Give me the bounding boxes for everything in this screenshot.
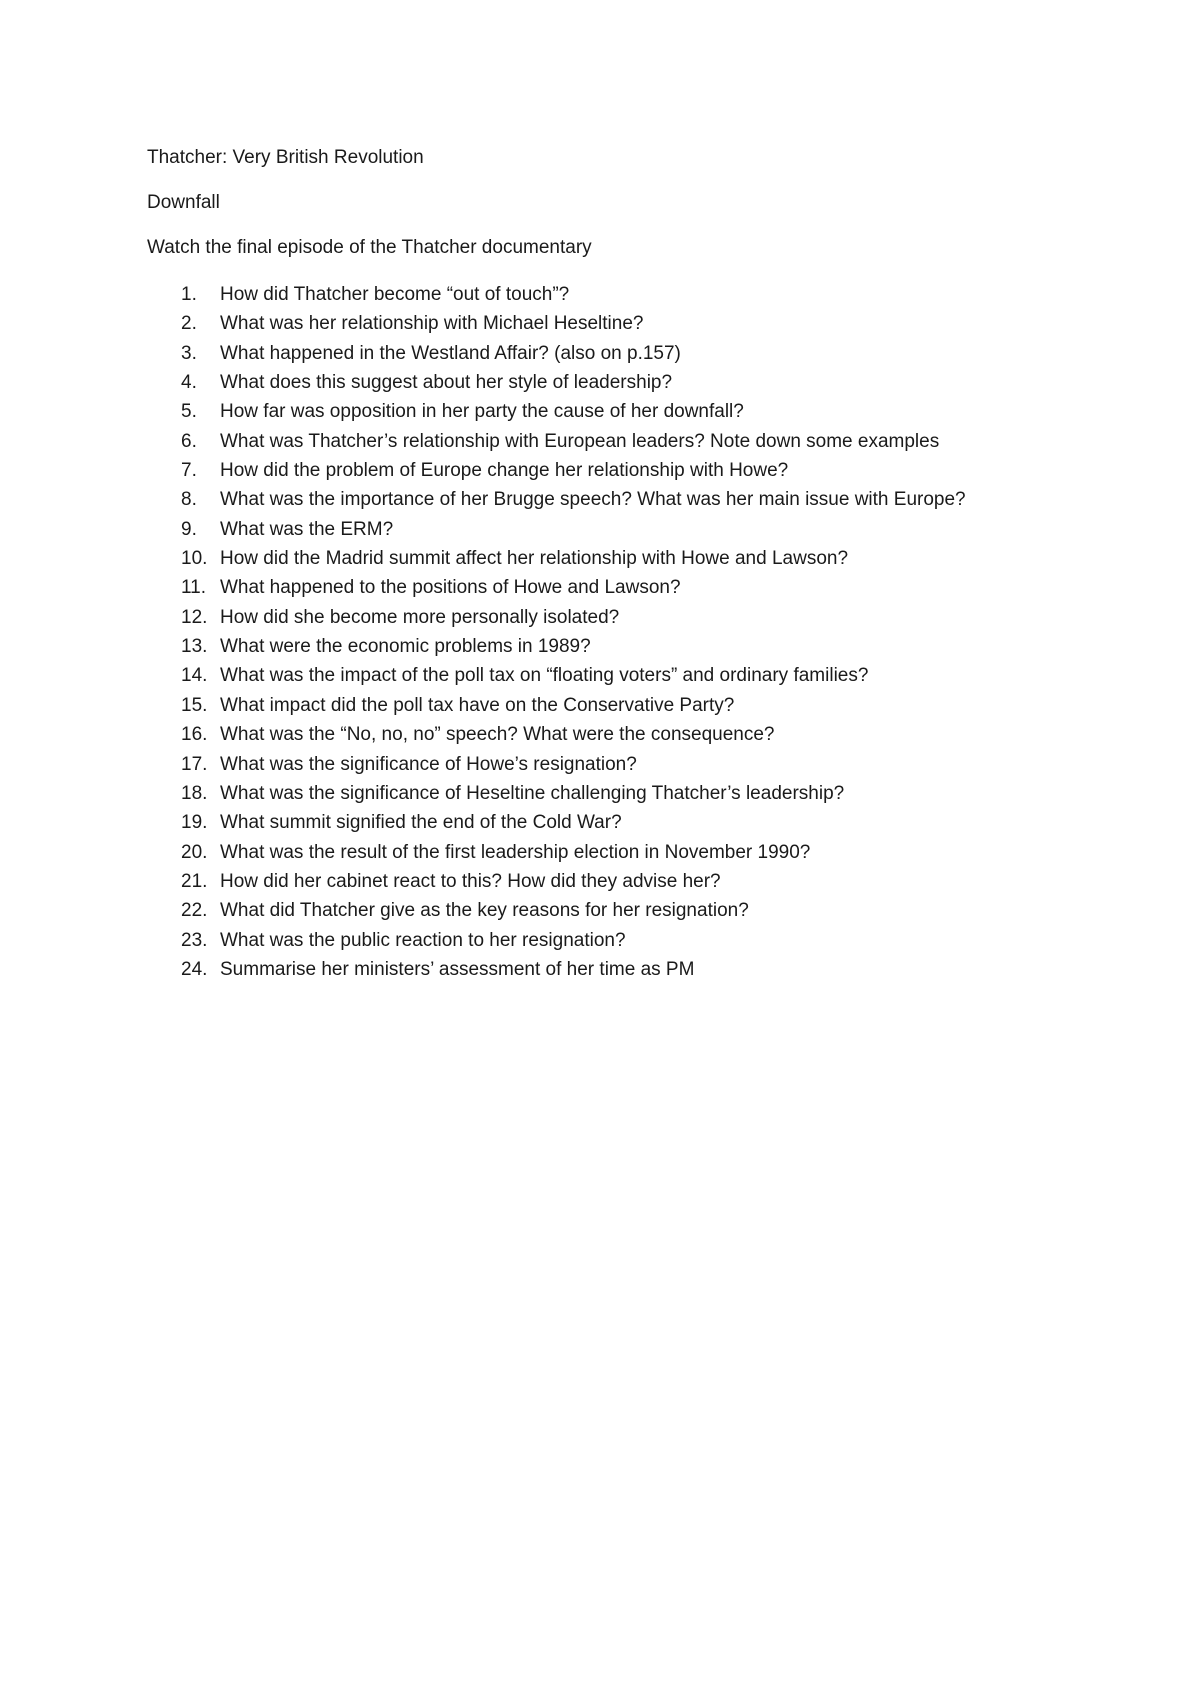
- document-title: Thatcher: Very British Revolution: [147, 147, 424, 168]
- question-number: 23.: [181, 929, 208, 951]
- question-text: Summarise her ministers’ assessment of her time as PM: [220, 958, 695, 980]
- question-item: [147, 750, 1087, 779]
- document-subtitle: Downfall: [147, 192, 220, 213]
- question-number: 12.: [181, 606, 208, 628]
- question-item: [147, 573, 1087, 602]
- question-number: 13.: [181, 636, 208, 658]
- question-text: What were the economic problems in 1989?: [220, 636, 591, 658]
- question-item: [147, 720, 1087, 749]
- question-item: [147, 309, 1087, 338]
- question-item: [147, 838, 1087, 867]
- question-text: What was the ERM?: [220, 518, 394, 540]
- question-item: [147, 867, 1087, 896]
- question-item: [147, 808, 1087, 837]
- question-item: [147, 691, 1087, 720]
- question-text: What was the significance of Heseltine challenging Thatcher’s leadership?: [220, 782, 845, 804]
- question-item: [147, 368, 1087, 397]
- question-number: 5.: [181, 401, 197, 423]
- question-number: 16.: [181, 724, 208, 746]
- question-text: What does this suggest about her style of leadership?: [220, 372, 673, 394]
- question-number: 10.: [181, 548, 208, 570]
- question-text: How far was opposition in her party the cause of her downfall?: [220, 401, 744, 423]
- question-number: 20.: [181, 841, 208, 863]
- question-text: How did her cabinet react to this? How did they advise her?: [220, 870, 721, 892]
- question-item: [147, 485, 1087, 514]
- question-text: How did the Madrid summit affect her relationship with Howe and Lawson?: [220, 548, 849, 570]
- instruction-text: Watch the final episode of the Thatcher documentary: [147, 237, 592, 258]
- question-item: [147, 661, 1087, 690]
- question-number: 24.: [181, 958, 208, 980]
- question-text: What happened in the Westland Affair? (also on p.157): [220, 342, 681, 364]
- question-text: What was the significance of Howe’s resignation?: [220, 753, 637, 775]
- question-number: 7.: [181, 460, 197, 482]
- question-number: 14.: [181, 665, 208, 687]
- question-number: 8.: [181, 489, 197, 511]
- question-text: What was the public reaction to her resignation?: [220, 929, 626, 951]
- question-number: 22.: [181, 900, 208, 922]
- question-item: [147, 280, 1087, 309]
- question-number: 6.: [181, 430, 197, 452]
- question-text: What was her relationship with Michael Heseltine?: [220, 313, 644, 335]
- question-text: What happened to the positions of Howe and Lawson?: [220, 577, 681, 599]
- question-item: [147, 427, 1087, 456]
- question-text: What summit signified the end of the Cold War?: [220, 812, 622, 834]
- question-number: 11.: [181, 577, 207, 599]
- question-item: [147, 515, 1087, 544]
- question-number: 1.: [181, 284, 197, 305]
- question-text: What impact did the poll tax have on the Conservative Party?: [220, 694, 735, 716]
- question-item: [147, 926, 1087, 955]
- question-text: What did Thatcher give as the key reasons for her resignation?: [220, 900, 749, 922]
- question-item: [147, 456, 1087, 485]
- question-number: 18.: [181, 782, 208, 804]
- question-item: [147, 955, 1087, 984]
- question-item: [147, 544, 1087, 573]
- question-text: What was the “No, no, no” speech? What were the consequence?: [220, 724, 775, 746]
- document-body: [147, 146, 1087, 984]
- question-item: [147, 779, 1087, 808]
- question-number: 9.: [181, 518, 197, 540]
- question-text: What was the impact of the poll tax on “floating voters” and ordinary families?: [220, 665, 869, 687]
- question-item: [147, 397, 1087, 426]
- question-number: 21.: [181, 870, 208, 892]
- question-number: 3.: [181, 342, 197, 364]
- question-text: How did she become more personally isolated?: [220, 606, 620, 628]
- question-item: [147, 896, 1087, 925]
- question-number: 19.: [181, 812, 208, 834]
- question-item: [147, 339, 1087, 368]
- question-number: 15.: [181, 694, 208, 716]
- question-text: What was Thatcher’s relationship with European leaders? Note down some examples: [220, 430, 940, 452]
- question-text: What was the importance of her Brugge speech? What was her main issue with Europe?: [220, 489, 966, 511]
- question-text: What was the result of the first leadership election in November 1990?: [220, 841, 811, 863]
- question-number: 17.: [181, 753, 208, 775]
- question-item: [147, 603, 1087, 632]
- question-number: 2.: [181, 313, 197, 335]
- question-list: [147, 280, 1087, 984]
- question-text: How did the problem of Europe change her relationship with Howe?: [220, 460, 789, 482]
- question-text: How did Thatcher become “out of touch”?: [220, 284, 570, 305]
- question-number: 4.: [181, 372, 197, 394]
- question-item: [147, 632, 1087, 661]
